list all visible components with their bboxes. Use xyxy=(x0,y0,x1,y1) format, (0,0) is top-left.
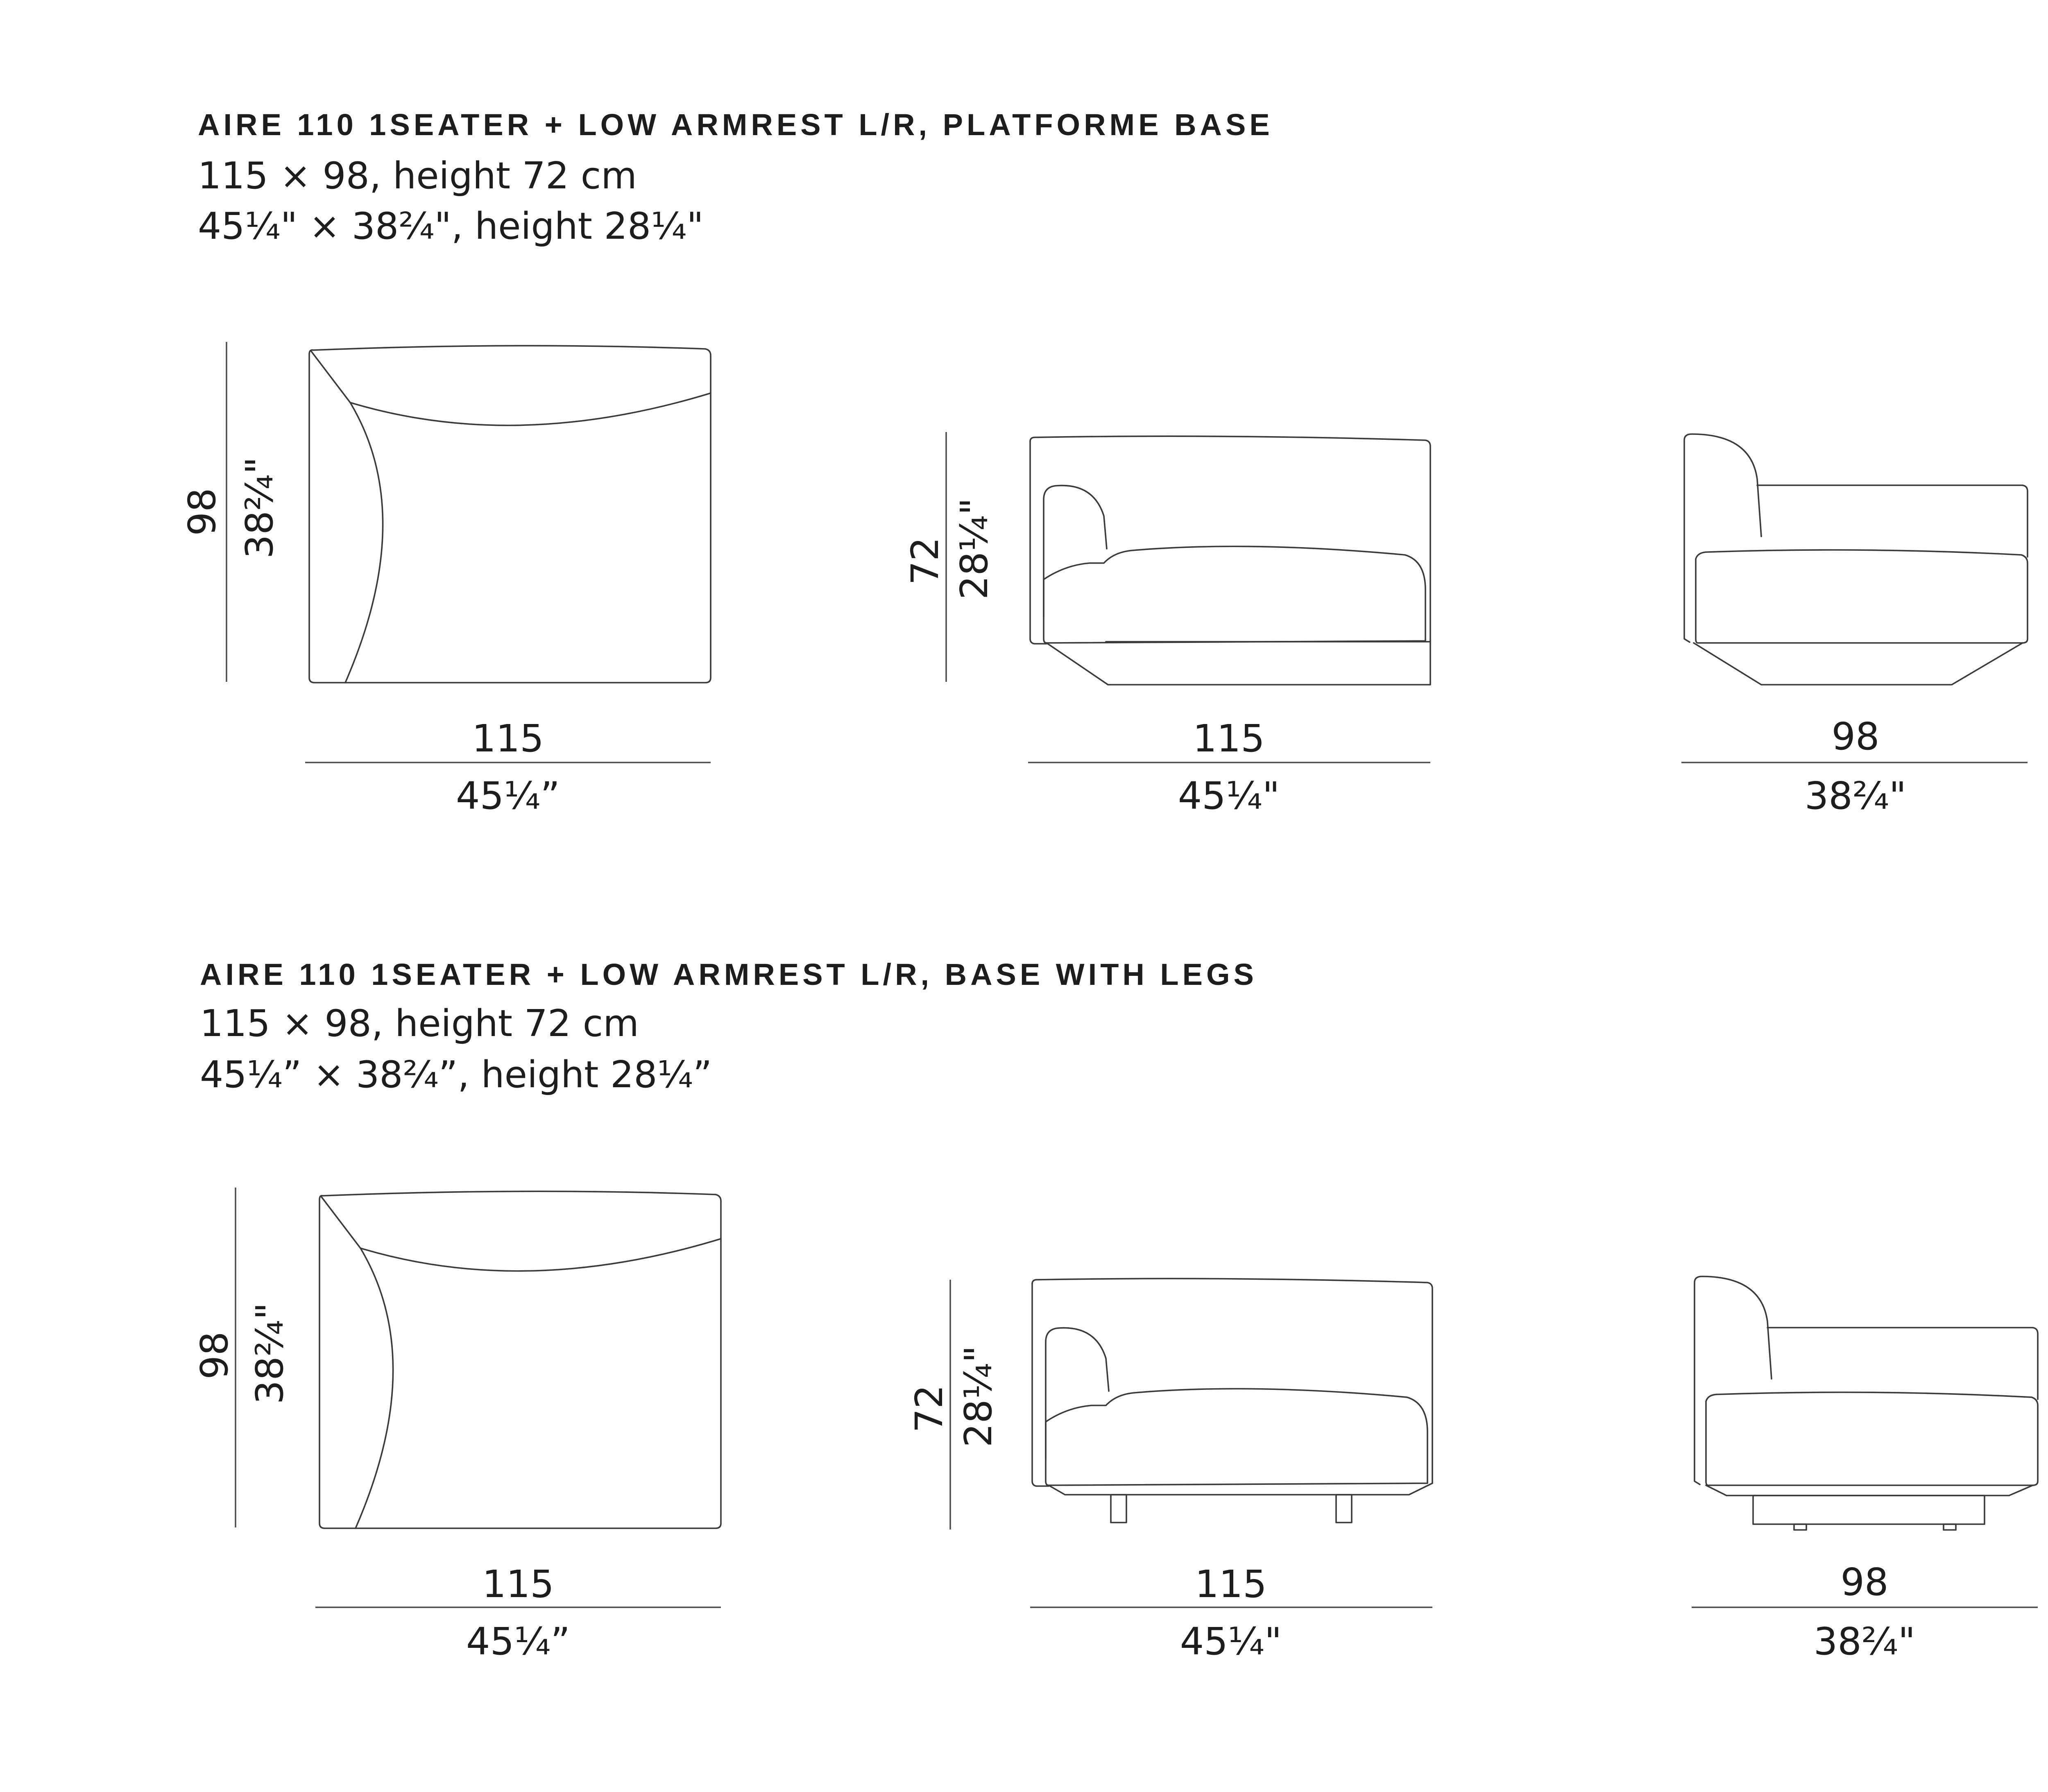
front-view xyxy=(907,1278,1432,1663)
section-platform-base xyxy=(180,108,2048,818)
width-in-label: 45¼" xyxy=(1178,774,1280,818)
section-title: AIRE 110 1SEATER + LOW ARMREST L/R, PLATFORME BASE xyxy=(198,108,1273,142)
height-cm-label: 72 xyxy=(907,1385,951,1433)
sofa-front-outline xyxy=(1030,436,1430,685)
depth-in-label: 38²⁄₄" xyxy=(238,457,281,559)
size-metric: 115 × 98, height 72 cm xyxy=(200,1002,639,1045)
width-in-label: 45¼” xyxy=(456,774,560,818)
depth-cm-label: 98 xyxy=(1840,1560,1889,1604)
width-cm-label: 115 xyxy=(1195,1562,1267,1606)
width-in-label: 45¼” xyxy=(466,1620,570,1663)
side-view xyxy=(1681,434,2048,818)
top-view xyxy=(193,1188,721,1663)
top-view xyxy=(180,342,711,818)
sofa-front-outline xyxy=(1032,1278,1432,1523)
depth-in-label: 38²⁄₄" xyxy=(1813,1620,1916,1663)
section-base-with-legs xyxy=(193,957,2048,1663)
width-cm-label: 115 xyxy=(482,1562,554,1606)
sofa-top-outline xyxy=(309,346,711,683)
width-cm-label: 115 xyxy=(472,717,544,760)
height-cm-label: 72 xyxy=(903,537,947,585)
sofa-side-outline xyxy=(1695,1276,2038,1530)
width-in-label: 45¼" xyxy=(1180,1620,1282,1663)
size-metric: 115 × 98, height 72 cm xyxy=(198,154,637,197)
height-in-label: 28¼" xyxy=(952,498,996,600)
depth-in-label: 38²⁄₄" xyxy=(248,1302,292,1405)
sofa-top-outline xyxy=(319,1191,721,1528)
section-title: AIRE 110 1SEATER + LOW ARMREST L/R, BASE WITH LEGS xyxy=(200,957,1257,991)
sofa-side-outline xyxy=(1684,434,2028,685)
height-in-label: 28¼" xyxy=(956,1345,1000,1448)
side-view xyxy=(1692,1276,2048,1663)
size-imperial: 45¼" × 38²⁄₄", height 28¼" xyxy=(198,205,704,248)
front-view xyxy=(903,432,1430,818)
depth-in-label: 38²⁄₄" xyxy=(1804,774,1907,818)
depth-cm-label: 98 xyxy=(193,1331,236,1380)
depth-cm-label: 98 xyxy=(180,488,224,536)
size-imperial: 45¼” × 38²⁄₄”, height 28¼” xyxy=(200,1053,712,1096)
width-cm-label: 115 xyxy=(1193,717,1265,760)
depth-cm-label: 98 xyxy=(1831,715,1880,758)
